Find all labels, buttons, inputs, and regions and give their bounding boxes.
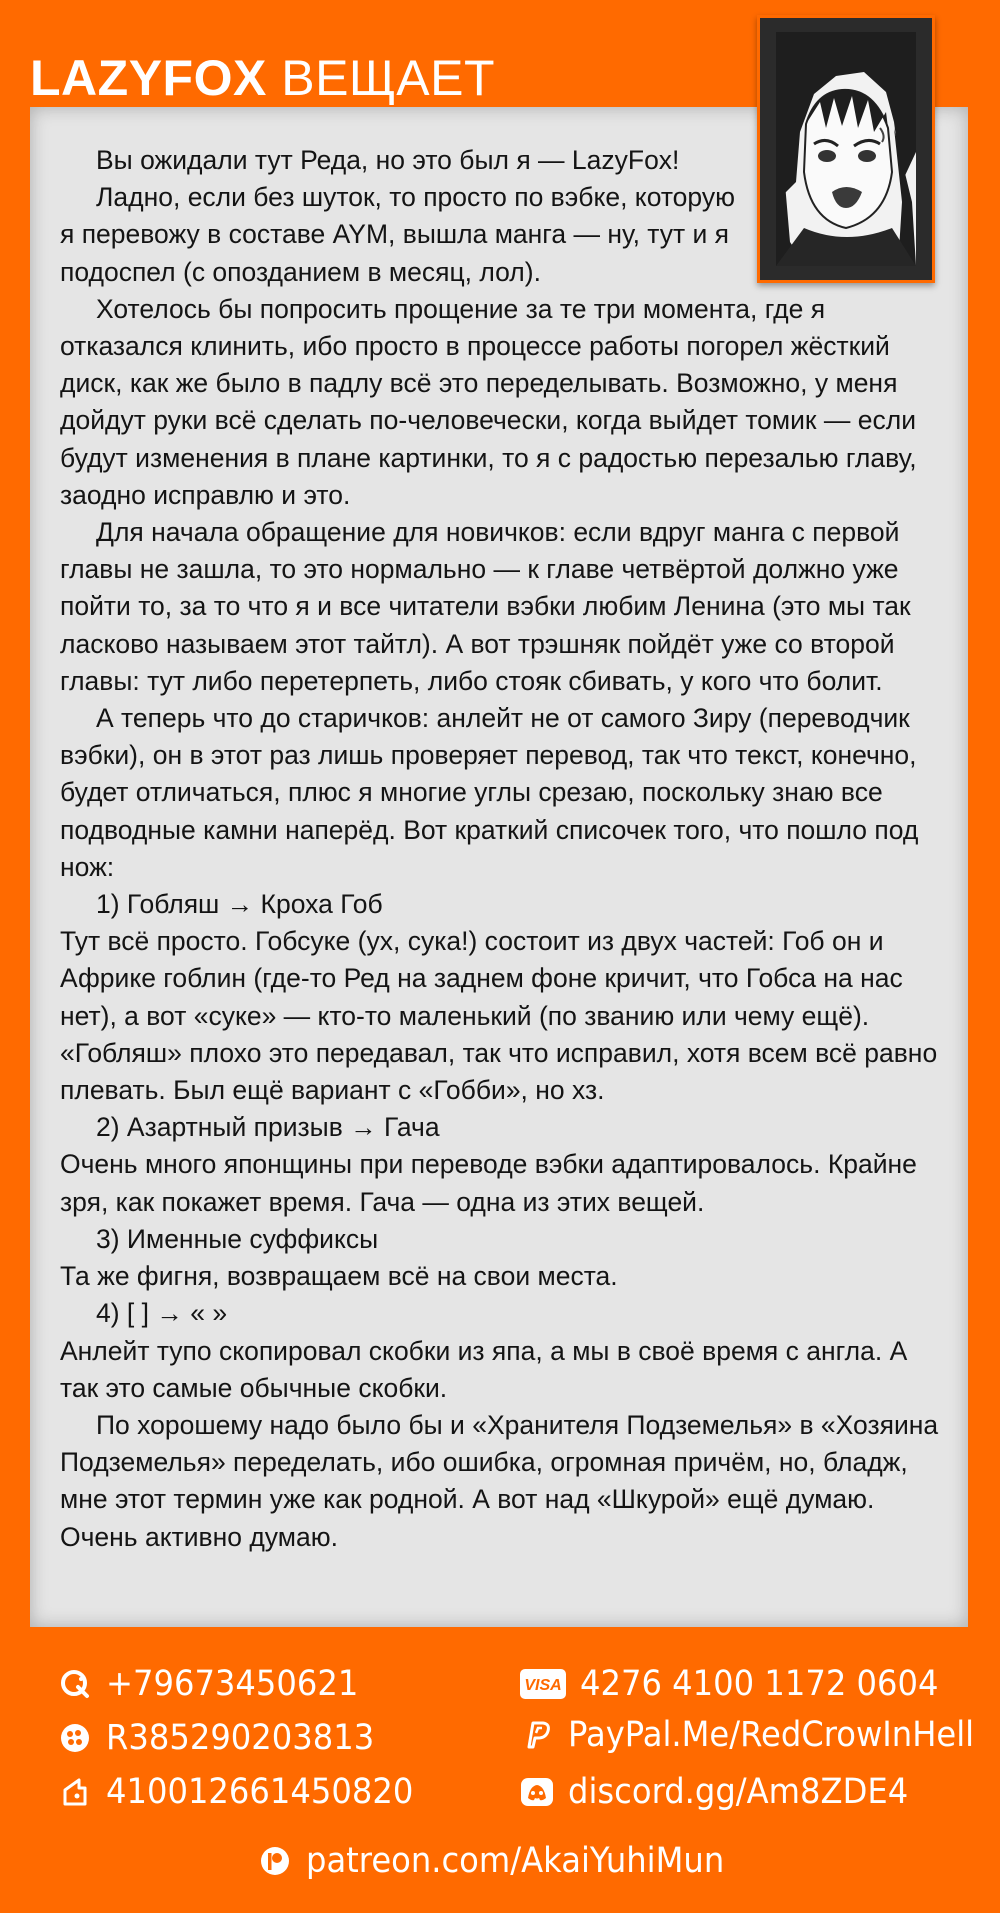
header-brand: LAZYFOX: [30, 50, 267, 106]
contact-patreon[interactable]: [258, 1839, 761, 1883]
article-paragraph-1: Вы ожидали тут Реда, но это был я — LazyFox!: [96, 145, 680, 175]
contact-visa[interactable]: [520, 1662, 970, 1706]
article-body: [60, 142, 948, 1556]
list-heading-3: 3) Именные суффиксы: [96, 1223, 379, 1254]
contact-paypal-text: PayPal.Me/RedCrowInHell: [568, 1715, 975, 1755]
article-paragraph-4: Для начала обращение для новичков: если вдруг манга с первой главы не зашла, то это нормально — к главе четвёртой должно уже пойти то, за то что я и все читатели вэбки любим Ленина (это мы так ласково называем этот тайтл). А вот трэшняк пойдёт уже со второй главы: тут либо перетерпеть, либо стояк сбивать, у кого что болит.: [60, 517, 911, 696]
qiwi-icon: [58, 1667, 92, 1701]
list-text-4: Анлейт тупо скопировал скобки из япа, а мы в своё время с англа. А так это самые обычные скобки.: [60, 1335, 908, 1403]
header-title-rest: ВЕЩАЕТ: [266, 50, 496, 106]
list-heading-2: 2) Азартный призыв → Гача: [96, 1112, 440, 1143]
paypal-icon: [520, 1718, 554, 1752]
contact-yandex[interactable]: [58, 1770, 440, 1814]
contact-yandex-text: 410012661450820: [106, 1772, 414, 1812]
contact-discord-text: discord.gg/Am8ZDE4: [568, 1772, 909, 1812]
article-paragraph-2: Ладно, если без шуток, то просто по вэбке, которую я перевожу в составе AYM, вышла манга — ну, тут и я подоспел (с опозданием в месяц, лол).: [60, 182, 735, 287]
article-paragraph-5: А теперь что до старичков: анлейт не от самого Зиру (переводчик вэбки), он в этот раз лишь проверяет перевод, так что текст, конечно, будет отличаться, плюс я многие углы срезаю, поскольку знаю все подводные камни наперёд. Вот краткий списочек того, что пошло под нож:: [60, 703, 919, 882]
patreon-icon: [258, 1844, 292, 1878]
list-text-2: Очень много японщины при переводе вэбки адаптировалось. Крайне зря, как покажет время. Гача — одна из этих вещей.: [60, 1149, 917, 1217]
contact-patreon-text: patreon.com/AkaiYuhiMun: [306, 1841, 725, 1881]
contact-visa-text: 4276 4100 1172 0604: [580, 1664, 939, 1704]
list-text-3: Та же фигня, возвращаем всё на свои места.: [60, 1261, 618, 1292]
article-paragraph-closing: По хорошему надо было бы и «Хранителя Подземелья» в «Хозяина Подземелья» переделать, ибо ошибка, огромная причём, но, бладж, мне этот термин уже как родной. А вот над «Шкурой» ещё думаю. Очень активно думаю.: [60, 1409, 939, 1552]
contact-qiwi[interactable]: [58, 1662, 380, 1706]
contact-discord[interactable]: [520, 1770, 938, 1814]
yandex-money-icon: [58, 1775, 92, 1809]
svg-text:VISA: VISA: [524, 1677, 562, 1694]
visa-card-icon: [520, 1667, 566, 1701]
article-paragraph-3: Хотелось бы попросить прощение за те три момента, где я отказался клинить, ибо просто в процессе работы погорел жёсткий диск, как же было в падлу всё это переделывать. Возможно, у меня дойдут руки всё сделать по-человечески, когда выйдет томик — если будут изменения в плане картинки, то я с радостью перезалью главу, заодно исправлю и это.: [60, 293, 917, 510]
list-heading-4: 4) [ ] → « »: [96, 1298, 228, 1329]
webmoney-icon: [58, 1721, 92, 1755]
list-text-1: Тут всё просто. Гобсуке (ух, сука!) состоит из двух частей: Гоб он и Африке гоблин (где-то Ред на заднем фоне кричит, что Гобса на нас нет), а вот «суке» — кто-то маленький (по званию или чему ещё). «Гобляш» плохо это передавал, так что исправил, хотя всем всё равно плевать. Был ещё вариант с «Гобби», но хз.: [60, 926, 938, 1106]
discord-icon: [520, 1775, 554, 1809]
contact-webmoney-text: R385290203813: [106, 1718, 375, 1758]
list-heading-1: 1) Гобляш → Кроха Гоб: [96, 889, 383, 920]
page-title: [30, 48, 495, 108]
contact-paypal[interactable]: [520, 1713, 1000, 1757]
contact-qiwi-text: +79673450621: [106, 1664, 359, 1704]
contact-webmoney[interactable]: [58, 1716, 398, 1760]
